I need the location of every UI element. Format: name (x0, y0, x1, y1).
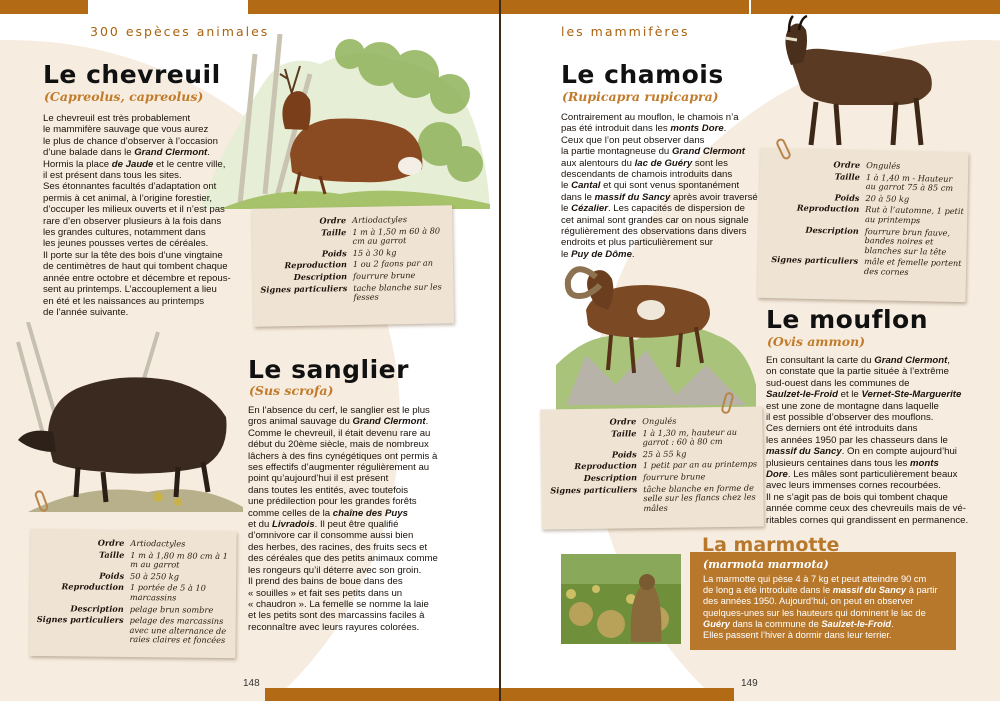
text-line (561, 158, 781, 169)
latin-marmotte: (marmota marmota) (703, 558, 829, 571)
text-line (561, 123, 781, 134)
text-line (43, 159, 253, 170)
card-value: 1 à 1,30 m, hauteur au garrot : 60 à 80 cm (642, 426, 738, 448)
text-line (561, 112, 781, 123)
card-value: Ongulés (642, 415, 677, 427)
left-page (0, 0, 499, 701)
text-line (43, 261, 253, 272)
text-span: . (425, 416, 429, 428)
card-value: fourrure brune (352, 269, 416, 281)
card-row (34, 581, 236, 604)
text-span: d’une balade dans le (43, 147, 135, 159)
marmot-photo (561, 554, 681, 644)
wild-boar-illustration (8, 322, 248, 512)
text-span: de centimètres de haut qui tombent chaque (43, 261, 228, 273)
running-header: les mammifères (561, 24, 690, 39)
info-card-chamois (757, 148, 968, 302)
text-span: Il ne s’agit pas de bois qui tombent chaque (766, 491, 948, 503)
text-line (561, 135, 781, 146)
text-line (703, 596, 955, 607)
text-span: rare d’en observer plusieurs à la fois dans (43, 215, 222, 227)
text-line (43, 227, 253, 238)
text-line (248, 553, 473, 564)
card-key: Signes particuliers (260, 282, 348, 295)
text-span: endroits et plus particulièrement sur (561, 237, 713, 249)
text-span: d’omnivore car il consomme aussi bien (248, 530, 414, 542)
text-span: lâchers à des fins cynégétiques ont permis à (248, 450, 438, 462)
text-line (766, 515, 991, 526)
text-span: En l’absence du cerf, le sanglier est le plus (248, 405, 430, 416)
card-key: Taille (611, 427, 637, 439)
place-name: Cézalier (571, 203, 608, 215)
text-span: d’occuper les milieux ouverts et il n’est pas (43, 204, 225, 216)
text-span: il est présent dans tous les sites. (43, 170, 182, 182)
card-value: Artiodactyles (130, 537, 186, 549)
card-value: Ongulés (866, 160, 901, 171)
card-key: Reproduction (61, 581, 125, 593)
text-line (43, 204, 253, 215)
text-span: point qu’aujourd’hui il est présent (248, 473, 389, 485)
text-span: de l’année suivante. (43, 306, 129, 318)
text-span: sud-ouest dans les communes de (766, 377, 910, 389)
card-key: Poids (99, 570, 125, 581)
card-key: Description (293, 271, 348, 283)
text-line (766, 355, 991, 366)
card-key: Reproduction (574, 460, 637, 472)
place-name: de Jaude (111, 158, 154, 170)
page-number: 148 (243, 678, 260, 689)
text-line (561, 180, 781, 191)
text-span: cet animal sont grandes car on nous signale (561, 214, 749, 226)
text-span: Ceux que l’on peut observer dans (561, 134, 705, 146)
place-name: Grand Clermont (874, 355, 948, 366)
text-line (561, 192, 781, 203)
text-line (766, 503, 991, 514)
card-value: mâle et femelle portent des cornes (863, 256, 962, 277)
text-span: année entre octobre et décembre et repous- (43, 272, 231, 284)
text-line (703, 619, 955, 630)
text-line (43, 124, 253, 135)
text-span: une prédilection pour les grandes forêts (248, 496, 417, 508)
card-key: Signes particuliers (36, 614, 124, 626)
text-span: . Les mâles sont particulièrement beaux (787, 469, 958, 481)
text-span: dans le (561, 191, 595, 203)
text-line (766, 469, 991, 480)
text-span: des années 1950. Aujourd’hui, on peut en observer (703, 596, 914, 607)
text-span: et du (248, 519, 273, 531)
top-band (501, 0, 749, 14)
place-name: Guéry (703, 618, 730, 629)
text-span: En consultant la carte du (766, 355, 875, 366)
text-line (43, 147, 253, 158)
text-line (248, 508, 473, 519)
card-value: 1 ou 2 faons par an (352, 257, 434, 270)
card-key: Reproduction (284, 259, 347, 271)
text-line (43, 113, 253, 124)
text-line (766, 389, 991, 400)
text-span: ritables cornes qui grandissent en permanence. (766, 514, 969, 526)
text-line (248, 622, 473, 633)
text-line (248, 428, 473, 439)
text-line (248, 416, 473, 427)
text-line (43, 307, 253, 318)
place-name: Cantal (571, 180, 601, 192)
info-card-mouflon (540, 406, 764, 529)
text-line (248, 599, 473, 610)
text-line (248, 451, 473, 462)
text-line (703, 574, 955, 585)
latin-chamois: (Rupicapra rupicapra) (562, 89, 719, 104)
text-span: . (891, 618, 894, 629)
text-span: descendants de chamois introduits dans (561, 169, 733, 181)
title-mouflon: Le mouflon (766, 305, 929, 334)
text-span: et les petits sont des marcassins faciles à (248, 610, 425, 622)
text-line (248, 565, 473, 576)
text-chamois (561, 112, 781, 260)
card-key: Description (805, 224, 859, 236)
text-span: . On en compte aujourd’hui (841, 446, 957, 458)
text-span: reconnaître avec leurs rayures colorées. (248, 621, 420, 633)
text-span: Il porte sur la tête des bois d’une vingtaine (43, 249, 223, 261)
card-value: fourrure brun fauve, bandes noires et blanches sur la tête (864, 225, 951, 257)
card-key: Poids (834, 192, 860, 203)
place-name: Livradois (272, 519, 315, 531)
text-line (248, 405, 473, 416)
card-key: Taille (834, 170, 861, 182)
card-value: pelage des marcassins avec une alternance de raies claires et foncées (129, 615, 227, 646)
text-span: permis à cet animal, à l’origine forestier, (43, 192, 213, 204)
bottom-band (265, 688, 499, 701)
text-span: Hormis la place (43, 158, 112, 170)
card-row (257, 281, 453, 306)
card-key: Signes particuliers (771, 254, 859, 267)
text-span: Ces derniers ont été introduits dans (766, 423, 918, 435)
card-value: tache blanche sur les fesses (353, 281, 442, 303)
card-value: 1 m à 1,80 m 80 cm à 1 m au garrot (130, 549, 228, 570)
text-line (43, 284, 253, 295)
text-span: régulièrement des observations dans divers (561, 226, 747, 238)
card-key: Description (583, 472, 638, 483)
title-chamois: Le chamois (561, 60, 724, 89)
text-span: à partir (906, 585, 938, 596)
text-line (43, 250, 253, 261)
card-value: 1 portée de 5 à 10 marcassins (129, 582, 206, 603)
card-key: Taille (321, 226, 347, 238)
text-span: les rongeurs qu’il déterre avec son groin. (248, 564, 422, 576)
card-value: 1 petit par an au printemps (642, 458, 758, 471)
card-key: Poids (321, 247, 347, 259)
latin-chevreuil: (Capreolus, capreolus) (44, 89, 204, 104)
text-line (248, 530, 473, 541)
latin-sanglier: (Sus scrofa) (249, 383, 334, 398)
text-line (561, 237, 781, 248)
info-card-chevreuil (252, 205, 454, 326)
card-key: Ordre (833, 159, 861, 170)
text-span: . (631, 248, 635, 260)
card-row (547, 482, 763, 516)
card-row (34, 549, 236, 572)
card-value: 50 à 250 kg (130, 570, 180, 582)
text-line (248, 588, 473, 599)
place-name: Grand Clermont (134, 147, 208, 159)
info-card-sanglier (29, 529, 236, 658)
text-span: le plus de chance d’observer à l’occasion (43, 135, 218, 147)
text-span: après avoir traversé (670, 191, 758, 203)
place-name: monts (910, 457, 939, 469)
text-chevreuil (43, 113, 253, 318)
text-span: « souilles » et fait ses petits dans un (248, 587, 403, 599)
text-line (766, 435, 991, 446)
place-name: massif du Sancy (766, 446, 842, 458)
text-span: dans toutes les entités, avec toutefois (248, 484, 408, 496)
text-span: et le centre ville, (153, 158, 226, 170)
text-span: plusieurs centaines dans tous les (766, 457, 910, 469)
text-span: pas été introduit dans les (561, 123, 671, 135)
text-span: comme celles de la (248, 507, 333, 519)
text-line (248, 485, 473, 496)
text-span: Elles passent l’hiver à dormir dans leur terrier. (703, 630, 892, 641)
text-line (43, 238, 253, 249)
card-key: Taille (99, 549, 125, 560)
card-key: Description (70, 602, 124, 614)
place-name: chaîne des Puys (332, 507, 408, 519)
title-sanglier: Le sanglier (248, 355, 409, 384)
text-span: de long a été introduite dans le (703, 585, 833, 596)
text-line (43, 136, 253, 147)
text-span: en été et les naissances au printemps (43, 295, 205, 307)
title-marmotte: La marmotte (702, 534, 840, 556)
text-line (43, 193, 253, 204)
card-value: Rut à l’automne, 1 petit au printemps (864, 204, 964, 226)
text-line (766, 480, 991, 491)
text-line (766, 446, 991, 457)
text-line (766, 366, 991, 377)
text-span: et qui sont venus spontanément (600, 180, 740, 192)
card-key: Poids (611, 448, 637, 460)
latin-mouflon: (Ovis ammon) (767, 334, 866, 349)
text-line (561, 215, 781, 226)
text-span: les années 1950 par les chasseurs dans le (766, 434, 948, 446)
text-marmotte (703, 574, 955, 641)
text-span: , (947, 355, 950, 366)
text-line (248, 496, 473, 507)
card-key: Ordre (319, 215, 347, 226)
text-span: Ses étonnantes facultés d’adaptation ont (43, 181, 217, 193)
text-span: avec leurs immenses cornes recourbées. (766, 480, 941, 492)
card-row (546, 426, 762, 450)
text-line (248, 610, 473, 621)
place-name: Saulzet-le-Froid (766, 389, 838, 401)
bottom-band (501, 688, 734, 701)
text-span: . (207, 147, 210, 159)
text-line (561, 203, 781, 214)
text-span: . Il peut être qualifié (314, 519, 399, 531)
card-value: 25 à 55 kg (642, 448, 687, 459)
text-line (43, 273, 253, 284)
place-name: massif du Sancy (832, 585, 907, 596)
running-header: 300 espèces animales (90, 24, 270, 39)
place-name: Saulzet-le-Froid (821, 618, 892, 629)
card-row (768, 254, 966, 279)
text-span: le (561, 248, 572, 260)
title-chevreuil: Le chevreuil (43, 60, 221, 89)
text-line (561, 169, 781, 180)
place-name: Dore (766, 469, 788, 481)
text-line (703, 630, 955, 641)
text-line (43, 296, 253, 307)
place-name: Grand Clermont (671, 146, 745, 158)
text-mouflon (766, 355, 991, 526)
place-name: monts Dore (670, 123, 724, 135)
text-span: quelques-unes sur les hauteurs qui dominent le lac de (703, 607, 926, 618)
text-span: sent au printemps. L’accouplement a lieu (43, 284, 217, 296)
card-key: Signes particuliers (550, 483, 638, 495)
text-span: les jeunes pousses vertes de céréales. (43, 238, 209, 250)
text-line (43, 170, 253, 181)
text-span: il est possible d’observer des mouflons. (766, 412, 934, 424)
top-band (0, 0, 88, 14)
text-span: des céréales que des petits animaux comme (248, 553, 438, 565)
text-span: est une zone de montagne dans laquelle (766, 400, 939, 412)
text-line (703, 585, 955, 596)
text-line (561, 146, 781, 157)
text-span: début du 20ème siècle, mais de nombreux (248, 439, 429, 451)
text-line (766, 423, 991, 434)
card-row (768, 224, 967, 259)
card-value: pelage brun sombre (129, 603, 214, 615)
card-value: 1 m à 1,50 m 60 à 80 cm au garrot (352, 225, 441, 247)
mouflon-illustration (556, 255, 756, 415)
card-value: fourrure brune (642, 471, 706, 483)
text-span: Comme le chevreuil, il était devenu rare au (248, 427, 431, 439)
text-span: année comme ceux des chevreuils mais de vé- (766, 503, 966, 515)
top-band (248, 0, 499, 14)
place-name: Puy de Dôme (571, 248, 632, 260)
text-span: . (723, 123, 727, 135)
text-span: et le (837, 389, 862, 401)
card-key: Ordre (97, 537, 125, 548)
place-name: Vernet-Ste-Marguerite (861, 389, 962, 401)
place-name: lac de Guéry (634, 157, 693, 169)
place-name: Grand Clermont (352, 416, 426, 428)
card-value: 1 à 1,40 m - Hauteur au garrot 75 à 85 cm (865, 171, 954, 194)
card-value: 20 à 50 kg (865, 192, 910, 204)
text-span: ses effectifs d’augmenter régulièrement au (248, 462, 430, 474)
text-sanglier (248, 405, 473, 633)
text-span: dans la commune de (729, 618, 822, 629)
text-span: sont les (692, 157, 728, 169)
card-row (33, 614, 235, 647)
text-span: des herbes, des racines, des fruits secs et (248, 541, 428, 553)
text-line (766, 492, 991, 503)
text-span: Contrairement au mouflon, le chamois n’a (561, 112, 739, 123)
page-number: 149 (741, 678, 758, 689)
card-value: Artiodactyles (352, 214, 408, 226)
text-line (248, 542, 473, 553)
card-key: Reproduction (796, 202, 860, 215)
text-span: Le chevreuil est très probablement (43, 113, 191, 124)
card-key: Ordre (609, 416, 637, 427)
place-name: massif du Sancy (594, 191, 671, 203)
card-value: tâche blanche en forme de selle sur les flancs chez les mâles (643, 482, 756, 513)
text-span: le (561, 180, 572, 192)
text-line (43, 216, 253, 227)
text-span: le (561, 203, 572, 215)
chamois-illustration (771, 10, 946, 150)
text-span: . Les capacités de dispersion de (607, 203, 745, 215)
text-span: Il prend des bains de boue dans des (248, 576, 403, 588)
text-line (703, 608, 955, 619)
text-span: le mammifère sauvage que vous aurez (43, 124, 209, 136)
text-span: aux alentours du (561, 157, 635, 169)
text-span: gros animal sauvage du (248, 416, 353, 428)
card-value: 15 à 30 kg (352, 247, 397, 258)
text-span: « chaudron ». La femelle se nomme la laie (248, 598, 429, 610)
text-span: La marmotte qui pèse 4 à 7 kg et peut atteindre 90 cm (703, 574, 927, 584)
text-line (561, 226, 781, 237)
text-line (766, 458, 991, 469)
text-line (43, 181, 253, 192)
text-span: on constate que la partie située à l’extrême (766, 366, 949, 378)
text-line (248, 439, 473, 450)
text-line (766, 378, 991, 389)
text-line (766, 401, 991, 412)
text-line (248, 462, 473, 473)
text-span: les grandes cultures, notamment dans (43, 227, 206, 239)
text-line (248, 473, 473, 484)
text-line (766, 412, 991, 423)
text-span: la partie montagneuse du (561, 146, 672, 158)
text-line (248, 519, 473, 530)
text-line (248, 576, 473, 587)
